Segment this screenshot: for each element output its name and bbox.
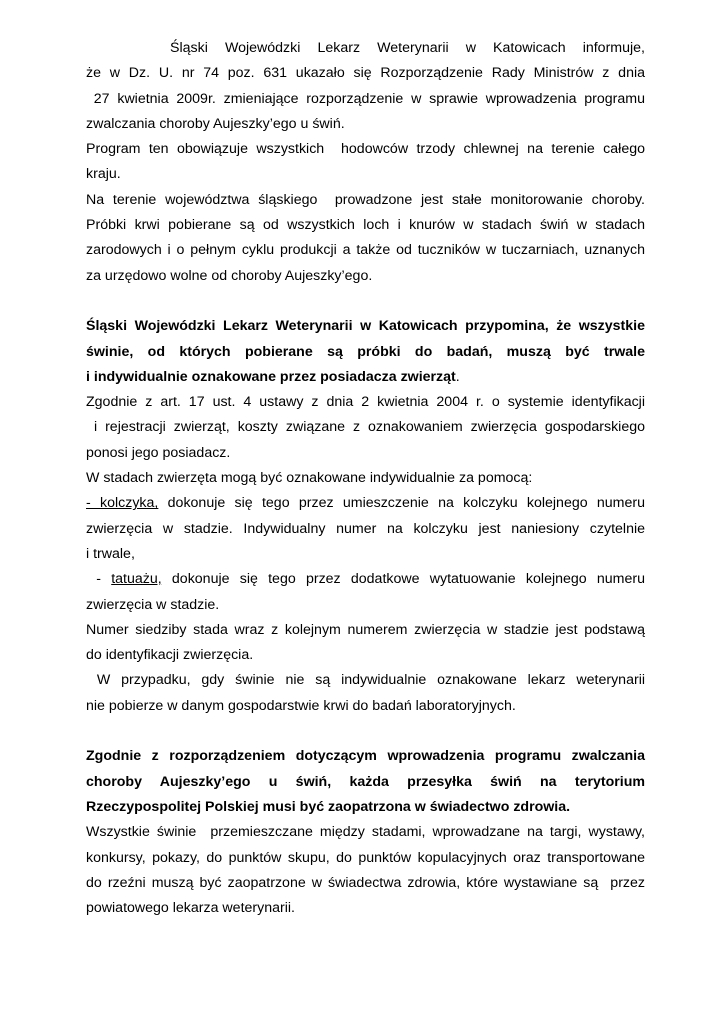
bold-text-line: świnie, od których pobierane są próbki do badań, muszą być trwale — [86, 343, 645, 360]
list-item-tattoo — [86, 567, 645, 592]
list-item-ear-tag — [86, 491, 645, 516]
text-line: W stadach zwierzęta mogą być oznakowane indywidualnie za pomocą: — [86, 470, 533, 487]
text-line: kraju. — [86, 166, 121, 183]
bold-text-line-with-period — [86, 365, 645, 390]
text-line: zwierzęcia w stadzie. — [86, 596, 220, 613]
text-line: 27 kwietnia 2009r. zmieniające rozporządzenie w sprawie wprowadzenia programu — [86, 90, 645, 107]
text-line: i trwale, — [86, 545, 135, 562]
ear-tag-term: - kolczyka, — [86, 495, 159, 512]
text-line: Numer siedziby stada wraz z kolejnym numerem zwierzęcia w stadzie jest podstawą — [86, 621, 645, 638]
text-line: Śląski Wojewódzki Lekarz Weterynarii w Katowicach informuje, — [170, 40, 645, 56]
text-line: Zgodnie z art. 17 ust. 4 ustawy z dnia 2 kwietnia 2004 r. o systemie identyfikacji — [86, 394, 645, 411]
list-item-prefix: - — [86, 571, 112, 588]
bold-text-line: choroby Aujeszky’ego u świń, każda przesyłka świń na terytorium — [86, 773, 645, 790]
paragraph-health-certificate — [86, 744, 645, 921]
text-line: ponosi jego posiadacz. — [86, 444, 231, 461]
text-line: W przypadku, gdy świnie nie są indywidualnie oznakowane lekarz weterynarii — [86, 672, 645, 689]
text-line: zwierzęcia w stadzie. Indywidualny numer na kolczyku jest naniesiony czytelnie — [86, 520, 645, 537]
paragraph-marking-reminder — [86, 314, 645, 719]
bold-text-line: Zgodnie z rozporządzeniem dotyczącym wprowadzenia programu zwalczania — [86, 748, 645, 765]
list-item-text: dokonuje się tego przez umieszczenie na kolczyku kolejnego numeru — [158, 495, 646, 512]
document-page — [86, 36, 645, 921]
text-line: i rejestracji zwierząt, koszty związane z oznakowaniem zwierzęcia gospodarskiego — [86, 419, 645, 436]
tattoo-term: tatuażu, — [111, 571, 162, 588]
text-line: Program ten obowiązuje wszystkich hodowców trzody chlewnej na terenie całego — [86, 141, 645, 158]
paragraph-spacer — [86, 289, 645, 314]
bold-text-fragment: i indywidualnie oznakowane przez posiadacza zwierząt — [86, 368, 456, 385]
text-line: do rzeźni muszą być zaopatrzone w świadectwa zdrowia, które wystawiane są przez — [86, 874, 645, 891]
paragraph-announcement — [86, 36, 645, 289]
text-line: zwalczania choroby Aujeszky’ego u świń. — [86, 115, 345, 132]
text-line: Na terenie województwa śląskiego prowadzone jest stałe monitorowanie choroby. — [86, 191, 645, 208]
text-line: zarodowych i o pełnym cyklu produkcji a także od tuczników w tuczarniach, uznanych — [86, 242, 645, 259]
text-line: że w Dz. U. nr 74 poz. 631 ukazało się Rozporządzenie Rady Ministrów z dnia — [86, 65, 645, 82]
list-item-text: dokonuje się tego przez dodatkowe wytatuowanie kolejnego numeru — [161, 571, 646, 588]
period: . — [455, 368, 460, 385]
text-line: za urzędowo wolne od choroby Aujeszky’ego. — [86, 267, 373, 284]
text-line: nie pobierze w danym gospodarstwie krwi do badań laboratoryjnych. — [86, 697, 516, 714]
bold-text-line: Rzeczypospolitej Polskiej musi być zaopatrzona w świadectwo zdrowia. — [86, 798, 571, 815]
text-line: konkursy, pokazy, do punktów skupu, do punktów kopulacyjnych oraz transportowane — [86, 849, 645, 866]
text-line: powiatowego lekarza weterynarii. — [86, 900, 295, 917]
text-line: do identyfikacji zwierzęcia. — [86, 647, 254, 664]
text-line: Próbki krwi pobierane są od wszystkich loch i knurów w stadach świń w stadach — [86, 217, 645, 234]
text-line: Wszystkie świnie przemieszczane między stadami, wprowadzane na targi, wystawy, — [86, 824, 645, 841]
bold-text-line: Śląski Wojewódzki Lekarz Weterynarii w Katowicach przypomina, że wszystkie — [86, 318, 645, 335]
paragraph-spacer — [86, 719, 645, 744]
